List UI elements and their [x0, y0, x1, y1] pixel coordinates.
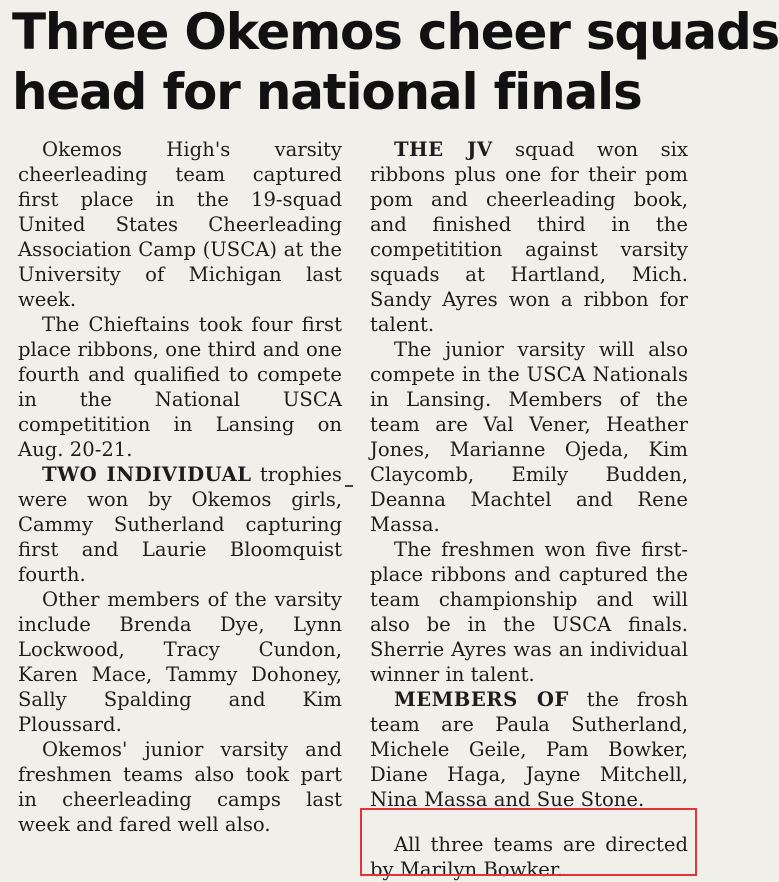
paragraph: Okemos High's varsity cheerleading team captured first place in the 19-squad United States Cheerleading Association Camp (USCA) at the University of Michigan last week. [18, 138, 342, 311]
highlighted-paragraph: All three teams are directed by Marilyn Bowker. [370, 832, 688, 881]
paragraph-lead-in: MEMBERS OF [394, 688, 569, 711]
headline-line-2: head for national finals [12, 63, 642, 121]
paragraph: The Chieftains took four first place ribbons, one third and one fourth and qualified to compete in the National USCA competitition in Lansing on Aug. 20-21. [18, 313, 342, 461]
paragraph-text: squad won six ribbons plus one for their pom pom and cheerleading book, and finished third in the competitition against varsity squads at Hartland, Mich. Sandy Ayres won a ribbon for talent. [370, 138, 689, 336]
paragraph: The junior varsity will also compete in the USCA Nationals in Lansing. Members of the team are Val Vener, Heather Jones, Marianne Ojeda, Kim Claycomb, Emily Budden, Deanna Machtel and Rene Massa. [370, 338, 688, 536]
column-divider-mark [345, 485, 353, 487]
paragraph: Other members of the varsity include Brenda Dye, Lynn Lockwood, Tracy Cundon, Karen Mace, Tammy Dohoney, Sally Spalding and Kim Ploussard. [18, 588, 342, 736]
article-headline [12, 2, 779, 122]
highlight-box [360, 808, 697, 876]
right-column [370, 137, 688, 812]
paragraph [370, 137, 688, 337]
paragraph-lead-in: TWO INDIVIDUAL [42, 463, 252, 486]
paragraph: Okemos' junior varsity and freshmen teams also took part in cheerleading camps last week and fared well also. [18, 738, 342, 836]
paragraph-lead-in: THE JV [394, 138, 493, 161]
left-column [18, 137, 342, 837]
paragraph: The freshmen won five first-place ribbons and captured the team championship and will also be in the USCA finals. Sherrie Ayres was an individual winner in talent. [370, 538, 688, 686]
headline-line-1: Three Okemos cheer squads [12, 3, 779, 61]
paragraph-text: the frosh team are Paula Sutherland, Michele Geile, Pam Bowker, Diane Haga, Jayne Mitchell, Nina Massa and Sue Stone. [370, 688, 688, 811]
paragraph-text: trophies were won by Okemos girls, Cammy Sutherland capturing first and Laurie Bloomquist fourth. [18, 463, 342, 586]
paragraph [370, 687, 688, 812]
paragraph [18, 462, 342, 587]
